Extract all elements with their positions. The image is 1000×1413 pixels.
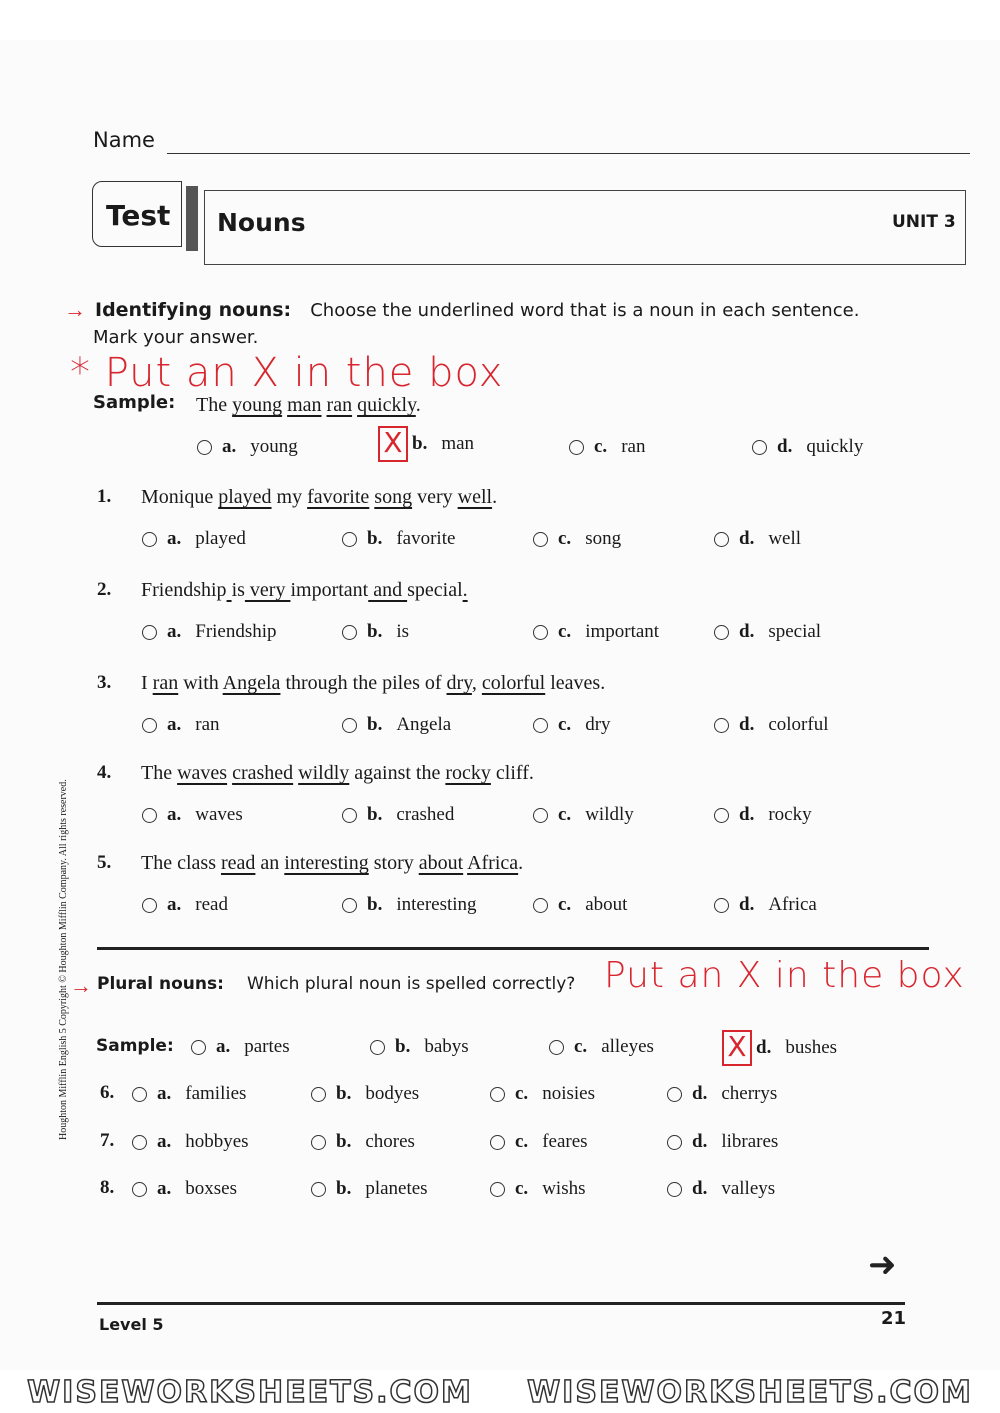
option-letter: a. [157, 1083, 172, 1104]
option-word: wishs [542, 1178, 586, 1199]
answer-option[interactable] [714, 804, 812, 826]
answer-bubble[interactable] [714, 718, 729, 733]
option-letter: c. [515, 1178, 529, 1199]
answer-bubble[interactable] [714, 808, 729, 823]
answer-bubble[interactable] [132, 1087, 147, 1102]
next-arrow-icon: ➜ [868, 1246, 897, 1284]
answer-option[interactable] [549, 1036, 654, 1058]
option-letter: b. [336, 1178, 352, 1199]
option-letter: a. [167, 804, 182, 825]
sentence-text: story [368, 852, 419, 874]
answer-option[interactable] [714, 894, 817, 916]
underlined-word: dry [446, 672, 472, 694]
underlined-word: crashed [232, 762, 294, 784]
answer-bubble[interactable] [311, 1135, 326, 1150]
underlined-word: rocky [445, 762, 491, 784]
answer-option[interactable] [342, 894, 477, 916]
unit-label: UNIT 3 [892, 212, 956, 232]
option-letter: c. [594, 436, 608, 457]
name-line[interactable] [167, 153, 970, 154]
underlined-word: song [374, 486, 413, 508]
option-word: babys [424, 1036, 469, 1057]
section2-heading [97, 974, 575, 994]
option-word: bodyes [365, 1083, 420, 1104]
answer-bubble[interactable] [342, 898, 357, 913]
answer-bubble[interactable] [490, 1135, 505, 1150]
sentence-text: Friendship [141, 579, 227, 601]
sentence-text: The [196, 394, 233, 416]
answer-bubble[interactable] [569, 440, 584, 455]
option-word: song [585, 528, 622, 549]
answer-bubble[interactable] [490, 1087, 505, 1102]
option-word: special [768, 621, 822, 642]
section1-instruction: Choose the underlined word that is a noun in each sentence. [310, 300, 860, 321]
watermark-text: WISEWORKSHEETS.COM [527, 1375, 973, 1410]
sentence-text: I [141, 672, 153, 694]
option-letter: b. [412, 433, 428, 454]
section1-heading [95, 299, 859, 321]
answer-bubble[interactable] [191, 1040, 206, 1055]
underlined-word: quickly [357, 394, 416, 416]
option-word: read [195, 894, 228, 915]
sentence-text: . [492, 486, 498, 508]
answer-bubble[interactable] [714, 898, 729, 913]
option-word: quickly [806, 436, 864, 457]
question-number: 5. [97, 852, 112, 873]
level-label: Level 5 [99, 1315, 164, 1334]
option-word: rocky [768, 804, 812, 825]
answer-bubble[interactable] [533, 718, 548, 733]
option-letter: d. [692, 1083, 708, 1104]
underlined-word: ran [326, 394, 353, 416]
sentence-text: an [255, 852, 285, 874]
option-word: wildly [585, 804, 634, 825]
option-word: waves [195, 804, 243, 825]
watermark-banner [0, 1372, 1000, 1413]
sentence-text: cliff. [490, 762, 534, 784]
option-letter: c. [558, 621, 572, 642]
option-letter: b. [367, 804, 383, 825]
option-word: planetes [365, 1178, 428, 1199]
answer-option[interactable] [132, 1178, 237, 1200]
underlined-word: read [220, 852, 256, 874]
option-word: is [396, 621, 410, 642]
answer-option[interactable] [142, 804, 243, 826]
question-sentence [141, 672, 605, 695]
title-box [204, 190, 966, 265]
section-divider [97, 947, 929, 950]
answer-option[interactable] [714, 621, 821, 643]
option-word: boxses [185, 1178, 237, 1199]
answer-bubble[interactable] [132, 1182, 147, 1197]
answer-option[interactable] [142, 528, 246, 550]
option-word: hobbyes [185, 1131, 249, 1152]
underlined-word: very [244, 579, 291, 601]
answer-bubble[interactable] [342, 808, 357, 823]
option-letter: d. [739, 804, 755, 825]
question-sentence [141, 762, 534, 785]
answer-option[interactable] [667, 1131, 778, 1153]
underlined-word: and [368, 579, 408, 601]
option-word: played [195, 528, 246, 549]
option-letter: b. [336, 1131, 352, 1152]
answer-option[interactable] [378, 426, 474, 462]
option-letter: b. [367, 528, 383, 549]
answer-option[interactable] [311, 1178, 428, 1200]
sentence-text: is [231, 579, 245, 601]
option-letter: d. [739, 894, 755, 915]
option-letter: b. [336, 1083, 352, 1104]
answer-option[interactable] [142, 714, 220, 736]
option-word: librares [721, 1131, 779, 1152]
option-letter: d. [692, 1131, 708, 1152]
option-letter: b. [367, 894, 383, 915]
underlined-word: Angela [222, 672, 281, 694]
answer-bubble[interactable] [342, 718, 357, 733]
answer-option[interactable] [714, 528, 801, 550]
sentence-text: important [290, 579, 369, 601]
option-letter: b. [367, 621, 383, 642]
option-letter: c. [558, 714, 572, 735]
option-letter: c. [574, 1036, 588, 1057]
underlined-word: colorful [481, 672, 546, 694]
option-word: families [185, 1083, 247, 1104]
answer-bubble[interactable] [752, 440, 767, 455]
question-sentence [141, 486, 497, 509]
answer-option[interactable] [533, 621, 659, 643]
question-number: 1. [97, 486, 112, 507]
sentence-text: against the [349, 762, 446, 784]
option-word: chores [365, 1131, 415, 1152]
option-word: interesting [396, 894, 477, 915]
answer-bubble[interactable] [490, 1182, 505, 1197]
sentence-text: through the piles of [280, 672, 447, 694]
option-word: alleyes [601, 1036, 654, 1057]
answer-bubble[interactable] [197, 440, 212, 455]
underlined-word: waves [177, 762, 228, 784]
answer-option[interactable] [533, 894, 627, 916]
answer-bubble[interactable] [533, 625, 548, 640]
answer-bubble[interactable] [667, 1135, 682, 1150]
option-letter: c. [558, 804, 572, 825]
handwritten-note-1: * Put an X in the box [70, 350, 504, 396]
answer-bubble[interactable] [142, 625, 157, 640]
answer-bubble[interactable] [142, 532, 157, 547]
underlined-word: played [218, 486, 272, 508]
underlined-word: well [457, 486, 493, 508]
answer-bubble[interactable] [714, 625, 729, 640]
sentence-text: The class [141, 852, 221, 874]
answer-option[interactable] [191, 1036, 290, 1058]
option-letter: b. [367, 714, 383, 735]
name-label: Name [93, 128, 155, 152]
sample-label-2: Sample: [96, 1036, 174, 1056]
answer-bubble[interactable] [714, 532, 729, 547]
sentence-text: . [415, 394, 421, 416]
answer-bubble[interactable] [311, 1087, 326, 1102]
option-letter: d. [739, 714, 755, 735]
section2-instruction: Which plural noun is spelled correctly? [247, 974, 576, 994]
option-word: feares [542, 1131, 588, 1152]
answer-option[interactable] [197, 436, 298, 458]
test-label: Test [106, 199, 171, 232]
option-letter: d. [777, 436, 793, 457]
answer-option[interactable] [132, 1131, 249, 1153]
option-letter: a. [167, 621, 182, 642]
option-word: partes [244, 1036, 290, 1057]
page-title: Nouns [217, 208, 306, 237]
answer-bubble[interactable] [142, 808, 157, 823]
question-number: 4. [97, 762, 112, 783]
option-word: ran [195, 714, 220, 735]
answer-option[interactable] [370, 1036, 469, 1058]
sentence-text: very [412, 486, 458, 508]
answer-bubble[interactable] [142, 718, 157, 733]
option-letter: d. [756, 1037, 772, 1058]
divider-band [186, 186, 198, 251]
answer-bubble[interactable] [533, 898, 548, 913]
answer-option[interactable] [132, 1083, 246, 1105]
copyright-text: Houghton Mifflin English 5 Copyright © Houghton Mifflin Company. All rights reserved. [58, 779, 69, 1140]
answer-bubble[interactable] [549, 1040, 564, 1055]
answer-bubble[interactable] [533, 808, 548, 823]
sample-sentence [196, 394, 421, 417]
sample-label: Sample: [93, 392, 176, 413]
underlined-word: Africa [467, 852, 519, 874]
option-letter: b. [395, 1036, 411, 1057]
option-letter: a. [167, 528, 182, 549]
answer-option[interactable] [142, 621, 277, 643]
answer-option[interactable] [490, 1083, 595, 1105]
footer-divider [97, 1302, 905, 1305]
red-arrow-icon: → [70, 973, 92, 998]
watermark-text: WISEWORKSHEETS.COM [27, 1375, 473, 1410]
sentence-text: The [141, 762, 178, 784]
option-word: well [768, 528, 802, 549]
option-word: noisies [542, 1083, 595, 1104]
handwritten-note-2: Put an X in the box [604, 955, 965, 996]
underlined-word: ran [152, 672, 179, 694]
page-number: 21 [881, 1308, 907, 1329]
option-word: man [441, 433, 475, 454]
option-letter: c. [515, 1083, 529, 1104]
answer-option[interactable] [667, 1083, 777, 1105]
sentence-text: special [407, 579, 463, 601]
option-word: crashed [396, 804, 455, 825]
option-word: cherrys [721, 1083, 778, 1104]
sentence-text: with [178, 672, 223, 694]
answer-option[interactable] [142, 894, 228, 916]
answer-bubble[interactable] [342, 625, 357, 640]
underlined-word: young [232, 394, 283, 416]
marked-answer-box[interactable]: X [722, 1030, 752, 1066]
option-word: Friendship [195, 621, 277, 642]
answer-bubble[interactable] [142, 898, 157, 913]
section1-instruction-2: Mark your answer. [93, 327, 259, 348]
question-number: 3. [97, 672, 112, 693]
option-letter: c. [558, 894, 572, 915]
answer-option[interactable] [667, 1178, 775, 1200]
option-letter: c. [515, 1131, 529, 1152]
answer-bubble[interactable] [370, 1040, 385, 1055]
answer-bubble[interactable] [667, 1087, 682, 1102]
underlined-word: wildly [298, 762, 350, 784]
option-letter: a. [157, 1131, 172, 1152]
underlined-word: . [462, 579, 468, 601]
option-letter: a. [167, 714, 182, 735]
question-number: 6. [100, 1082, 115, 1103]
answer-option[interactable] [569, 436, 645, 458]
underlined-word: man [287, 394, 322, 416]
option-word: about [585, 894, 628, 915]
question-number: 2. [97, 579, 112, 600]
option-letter: d. [692, 1178, 708, 1199]
answer-option[interactable] [311, 1131, 415, 1153]
underlined-word: interesting [284, 852, 369, 874]
answer-option[interactable] [533, 804, 634, 826]
answer-option[interactable] [533, 714, 611, 736]
section1-title: Identifying nouns: [95, 299, 292, 321]
option-word: Africa [768, 894, 817, 915]
section2-title: Plural nouns: [97, 974, 224, 994]
sentence-text: leaves. [545, 672, 606, 694]
option-word: important [585, 621, 660, 642]
underlined-word: about [418, 852, 464, 874]
sentence-text: . [518, 852, 524, 874]
option-word: bushes [785, 1037, 838, 1058]
question-sentence [141, 579, 468, 602]
option-word: Angela [396, 714, 452, 735]
answer-bubble[interactable] [667, 1182, 682, 1197]
option-letter: a. [167, 894, 182, 915]
answer-bubble[interactable] [132, 1135, 147, 1150]
option-word: dry [585, 714, 611, 735]
answer-option[interactable] [342, 528, 455, 550]
option-letter: a. [157, 1178, 172, 1199]
answer-option[interactable] [533, 528, 621, 550]
underlined-word: favorite [307, 486, 370, 508]
marked-answer-box[interactable]: X [378, 426, 408, 462]
answer-option[interactable] [342, 714, 451, 736]
option-letter: c. [558, 528, 572, 549]
option-letter: d. [739, 528, 755, 549]
answer-option[interactable] [311, 1083, 419, 1105]
sentence-text: , [471, 672, 482, 694]
answer-bubble[interactable] [342, 532, 357, 547]
question-number: 8. [100, 1177, 115, 1198]
answer-option[interactable] [342, 621, 409, 643]
option-word: young [250, 436, 298, 457]
option-word: favorite [396, 528, 456, 549]
answer-option[interactable] [752, 436, 863, 458]
option-word: valleys [721, 1178, 776, 1199]
answer-option[interactable] [714, 714, 828, 736]
answer-option[interactable] [722, 1030, 837, 1066]
option-word: colorful [768, 714, 829, 735]
sentence-text: Monique [141, 486, 219, 508]
question-number: 7. [100, 1130, 115, 1151]
answer-option[interactable] [342, 804, 454, 826]
question-sentence [141, 852, 523, 875]
sentence-text: my [271, 486, 308, 508]
option-letter: a. [222, 436, 237, 457]
option-word: ran [621, 436, 646, 457]
option-letter: a. [216, 1036, 231, 1057]
answer-option[interactable] [490, 1178, 585, 1200]
answer-bubble[interactable] [533, 532, 548, 547]
red-arrow-icon: → [64, 297, 86, 322]
answer-bubble[interactable] [311, 1182, 326, 1197]
option-letter: d. [739, 621, 755, 642]
answer-option[interactable] [490, 1131, 588, 1153]
